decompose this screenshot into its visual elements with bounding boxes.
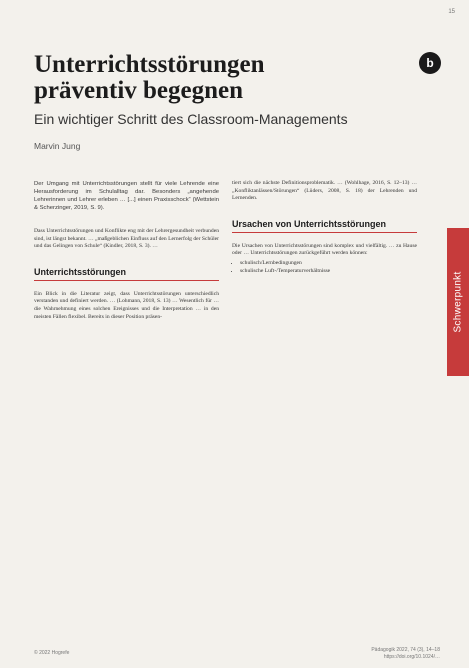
page-number: 15 (448, 9, 455, 15)
footer-citation-line: Pädagogik 2022, 74 (3), 14–18 (371, 647, 440, 653)
article-title: Unterrichtsstörungen präventiv begegnen (34, 51, 265, 104)
article-subtitle: Ein wichtiger Schritt des Classroom-Managements (34, 111, 348, 127)
body-paragraph-3: tiert sich die nächste Definitionsproblematik. … (Wohlhage, 2016, S. 12–13) … „Konfliktanlässen/Störungen“ (Lüders, 2008, S. 18) der Lehrenden und Lernenden. (232, 180, 417, 202)
list-item: • schulische Luft-/Temperaturverhältnisse (240, 268, 417, 276)
left-column (34, 180, 219, 321)
body-paragraph-2: Ein Blick in die Literatur zeigt, dass Unterrichtsstörungen unterschiedlich verstanden und definiert werden. … (Lohmann, 2018, S. 13) … Wesentlich für … die Wahrnehmung eines solchen Ereignisses und die Interpretation … in den meisten Fällen flexibel. Bereits in dieser Position präsen- (34, 290, 219, 320)
body-paragraph-1: Dass Unterrichtsstörungen und Konflikte eng mit der Lehrergesundheit verbunden sind, ist längst bekannt. … „maßgeblichen Einfluss auf den Lernerfolg der Schüler und das Gelingen von Schule“ (Kindler, 2018, S. 3). … (34, 228, 220, 250)
footer-citation (330, 647, 440, 660)
causes-list (232, 260, 417, 275)
body-paragraph-4: Die Ursachen von Unterrichtsstörungen sind komplex und vielfältig. … zu Hause oder … Unterrichtsstörungen zurückgeführt werden können: (232, 242, 417, 257)
section-heading-ursachen: Ursachen von Unterrichtsstörungen (232, 219, 417, 233)
section-tab-label: Schwerpunkt (452, 271, 464, 333)
section-tab (447, 228, 469, 376)
footer-doi-line: https://doi.org/10.1024/… (383, 653, 440, 660)
article-author: Marvin Jung (34, 141, 81, 151)
right-column (232, 180, 417, 275)
footer-copyright: © 2022 Hogrefe (34, 650, 70, 656)
list-item: • schulisch/Lernbedingungen (240, 260, 417, 268)
publisher-logo-letter: b (426, 56, 434, 70)
lead-paragraph: Der Umgang mit Unterrichtsstörungen stellt für viele Lehrende eine Herausforderung im Schulalltag dar. Besonders „angehende Lehrerinnen und Lehrer erleben … [...] einen Praxisschock“ (Wettstein & Scherzinger, 2019, S. 9). (34, 181, 219, 211)
publisher-logo (419, 52, 441, 74)
section-heading-unterrichtsstoerungen: Unterrichtsstörungen (34, 267, 219, 281)
